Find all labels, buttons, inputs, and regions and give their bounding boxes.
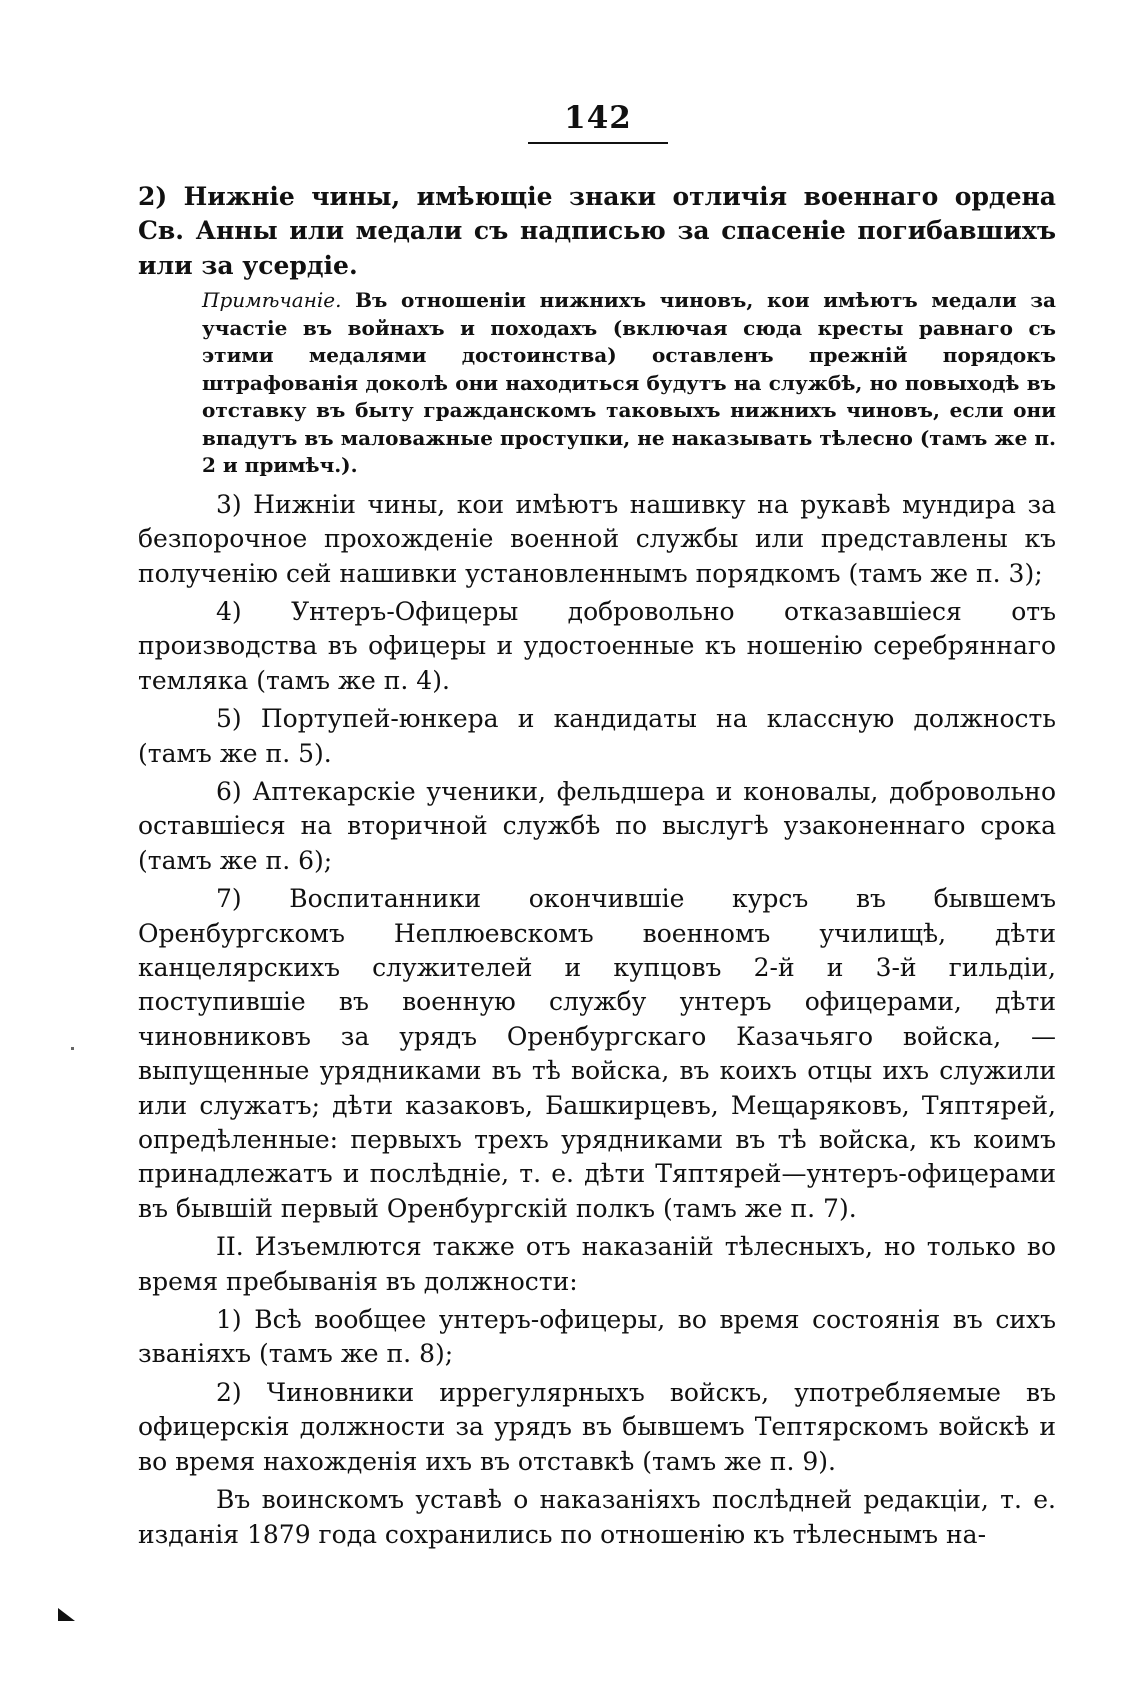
paragraph-item-3: 3) Нижніи чины, кои имѣютъ нашивку на рукавѣ мундира за безпорочное прохожденіе военной службы или представлены къ полученію сей нашивки установленнымъ порядкомъ (тамъ же п. 3); <box>138 489 1056 588</box>
note-text: Въ отношеніи нижнихъ чиновъ, кои имѣютъ медали за участіе въ войнахъ и походахъ (включая сюда кресты равнаго съ этими медалями достоинства) оставленъ прежній порядокъ штрафованія доколѣ они находиться будутъ на службѣ, но повыходѣ въ отставку въ быту гражданскомъ таковыхъ нижнихъ чиновъ, если они впадутъ въ маловажные проступки, не наказывать тѣлесно (тамъ же п. 2 и примѣч.). <box>202 288 1057 478</box>
paragraph-item-2-anna: 2) Нижніе чины, имѣющіе знаки отличія военнаго ордена Св. Анны или медали съ надписью за спасеніе погибавшихъ или за усердіе. <box>138 182 1056 280</box>
paragraph-item-6: 6) Аптекарскіе ученики, фельдшера и коновалы, добровольно оставшіеся на вторичной службѣ по выслугѣ узаконеннаго срока (тамъ же п. 6); <box>138 776 1056 875</box>
paragraph-item-4: 4) Унтеръ-Офицеры добровольно отказавшіеся отъ производства въ офицеры и удостоенные къ ношенію серебряннаго темляка (тамъ же п. 4). <box>138 596 1056 695</box>
note-label: Примѣчаніе. <box>202 288 342 313</box>
page-body <box>138 180 1056 1556</box>
paragraph-section-2-item-1: 1) Всѣ вообщее унтеръ-офицеры, во время состоянія въ сихъ званіяхъ (тамъ же п. 8); <box>138 1305 1056 1369</box>
margin-speck <box>71 1047 74 1050</box>
paragraph-section-2: II. Изъемлются также отъ наказаній тѣлесныхъ, но только во время пребыванія въ должности: <box>138 1232 1056 1296</box>
footnote-remark <box>138 287 1056 480</box>
paragraph-section-2-item-2: 2) Чиновники иррегулярныхъ войскъ, употребляемые въ офицерскія должности за урядъ въ бывшемъ Тептярскомъ войскѣ и во время нахожденія ихъ въ отставкѣ (тамъ же п. 9). <box>138 1377 1056 1476</box>
paragraph-item-7: 7) Воспитанники окончившіе курсъ въ бывшемъ Оренбургскомъ Неплюевскомъ военномъ училищѣ, дѣти канцелярскихъ служителей и купцовъ 2-й и 3-й гильдіи, поступившіе въ военную службу унтеръ офицерами, дѣти чиновниковъ за урядъ Оренбургскаго Казачьяго войска, — выпущенные урядниками въ тѣ войска, въ коихъ отцы ихъ служили или служатъ; дѣти казаковъ, Башкирцевъ, Мещаряковъ, Тяптярей, опредѣленные: первыхъ трехъ урядниками въ тѣ войска, къ коимъ принадлежатъ и послѣдніе, т. е. дѣти Тяптярей—унтеръ-офицерами въ бывшій первый Оренбургскій полкъ (тамъ же п. 7). <box>138 884 1056 1223</box>
paragraph-closing: Въ воинскомъ уставѣ о наказаніяхъ послѣдней редакціи, т. е. изданія 1879 года сохранились по отношенію къ тѣлеснымъ на- <box>138 1485 1056 1549</box>
header-rule <box>528 142 668 144</box>
paragraph-item-5: 5) Портупей-юнкера и кандидаты на классную должность (тамъ же п. 5). <box>138 704 1056 768</box>
corner-triangle-mark <box>58 1608 75 1621</box>
page-number: 142 <box>564 100 632 136</box>
